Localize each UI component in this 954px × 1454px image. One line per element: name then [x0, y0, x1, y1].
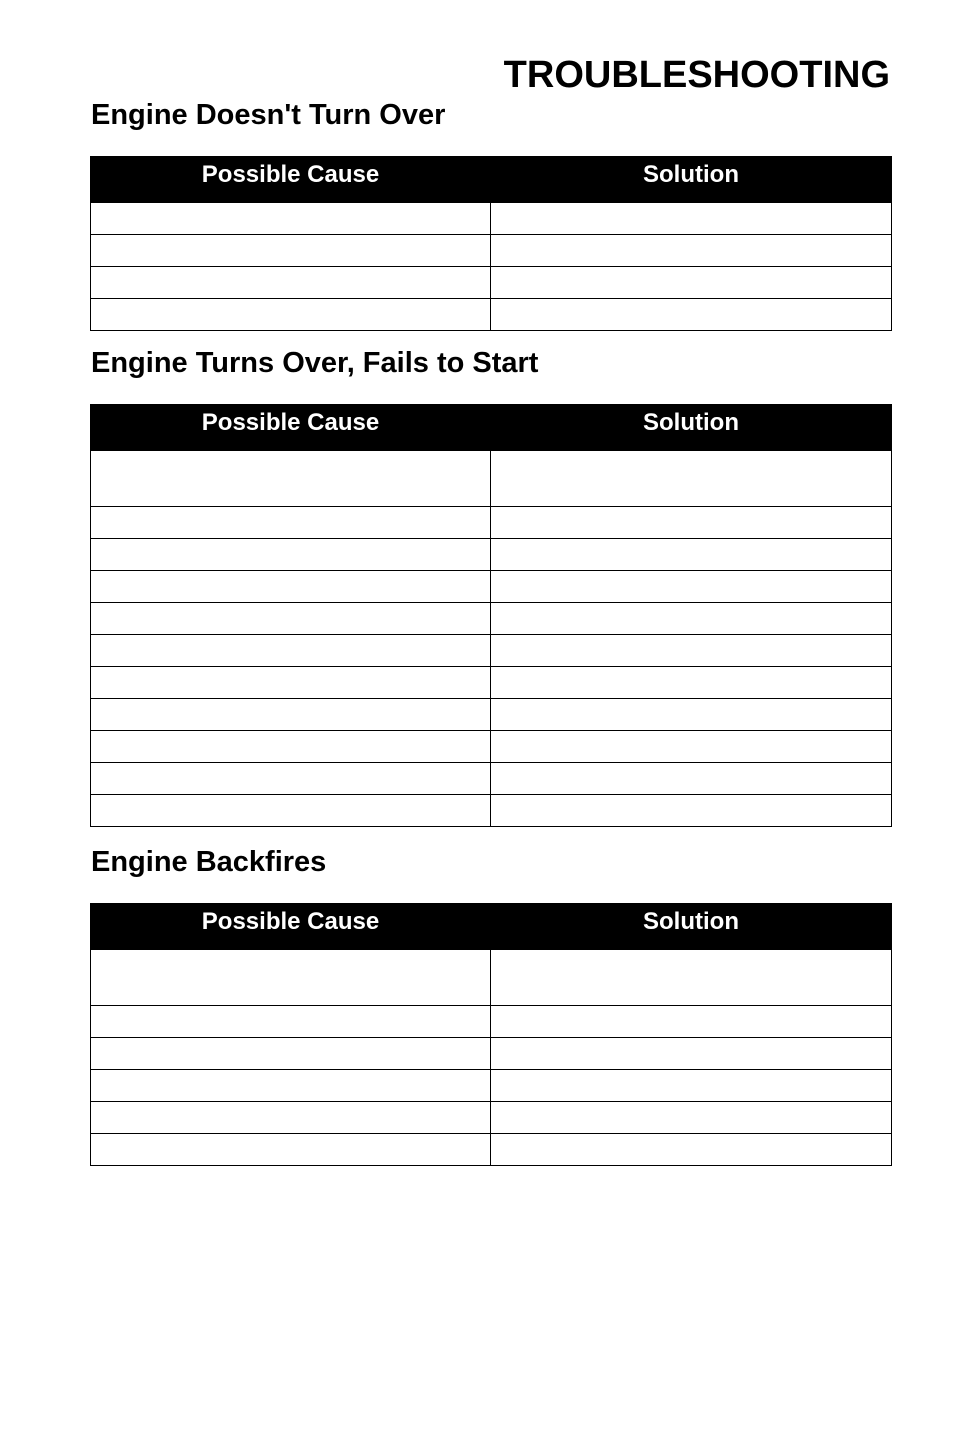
table-row	[91, 1006, 892, 1038]
cause-cell	[91, 539, 491, 571]
cause-cell	[91, 203, 491, 235]
section-heading-engine-doesnt-turn-over: Engine Doesn't Turn Over	[91, 99, 446, 131]
table-header-row	[91, 157, 892, 203]
cause-cell	[91, 1134, 491, 1166]
table-row	[91, 1038, 892, 1070]
cause-cell	[91, 635, 491, 667]
column-header-solution: Solution	[491, 157, 892, 203]
solution-cell	[491, 699, 892, 731]
cause-cell	[91, 507, 491, 539]
table-row	[91, 571, 892, 603]
column-header-possible-cause: Possible Cause	[91, 405, 491, 451]
table-header-row	[91, 904, 892, 950]
solution-cell	[491, 603, 892, 635]
table-row	[91, 1070, 892, 1102]
cause-cell	[91, 1038, 491, 1070]
solution-cell	[491, 571, 892, 603]
solution-cell	[491, 267, 892, 299]
cause-cell	[91, 451, 491, 507]
cause-cell	[91, 763, 491, 795]
solution-cell	[491, 235, 892, 267]
cause-cell	[91, 1070, 491, 1102]
cause-cell	[91, 299, 491, 331]
table-row	[91, 203, 892, 235]
column-header-possible-cause: Possible Cause	[91, 904, 491, 950]
cause-cell	[91, 731, 491, 763]
table-row	[91, 451, 892, 507]
cause-cell	[91, 603, 491, 635]
table-row	[91, 795, 892, 827]
cause-cell	[91, 699, 491, 731]
solution-cell	[491, 795, 892, 827]
table-row	[91, 539, 892, 571]
cause-cell	[91, 235, 491, 267]
page-title: TROUBLESHOOTING	[503, 54, 890, 96]
solution-cell	[491, 667, 892, 699]
table-row	[91, 667, 892, 699]
table-row	[91, 731, 892, 763]
cause-cell	[91, 571, 491, 603]
table-row	[91, 299, 892, 331]
column-header-solution: Solution	[491, 405, 892, 451]
column-header-possible-cause: Possible Cause	[91, 157, 491, 203]
solution-cell	[491, 731, 892, 763]
table-row	[91, 267, 892, 299]
troubleshooting-table-3	[90, 903, 892, 1166]
cause-cell	[91, 950, 491, 1006]
solution-cell	[491, 1102, 892, 1134]
table-row	[91, 950, 892, 1006]
solution-cell	[491, 1006, 892, 1038]
troubleshooting-table-1	[90, 156, 892, 331]
table-row	[91, 699, 892, 731]
table-row	[91, 635, 892, 667]
table-row	[91, 603, 892, 635]
solution-cell	[491, 763, 892, 795]
solution-cell	[491, 1134, 892, 1166]
column-header-solution: Solution	[491, 904, 892, 950]
section-heading-engine-turns-over-fails-to-start: Engine Turns Over, Fails to Start	[91, 347, 539, 379]
section-heading-engine-backfires: Engine Backfires	[91, 846, 327, 878]
troubleshooting-table-2	[90, 404, 892, 827]
solution-cell	[491, 635, 892, 667]
table-row	[91, 763, 892, 795]
cause-cell	[91, 1102, 491, 1134]
cause-cell	[91, 267, 491, 299]
solution-cell	[491, 539, 892, 571]
solution-cell	[491, 299, 892, 331]
table-row	[91, 235, 892, 267]
solution-cell	[491, 950, 892, 1006]
table-row	[91, 507, 892, 539]
solution-cell	[491, 1070, 892, 1102]
solution-cell	[491, 451, 892, 507]
cause-cell	[91, 795, 491, 827]
cause-cell	[91, 1006, 491, 1038]
cause-cell	[91, 667, 491, 699]
table-header-row	[91, 405, 892, 451]
solution-cell	[491, 1038, 892, 1070]
table-row	[91, 1102, 892, 1134]
table-row	[91, 1134, 892, 1166]
solution-cell	[491, 203, 892, 235]
solution-cell	[491, 507, 892, 539]
